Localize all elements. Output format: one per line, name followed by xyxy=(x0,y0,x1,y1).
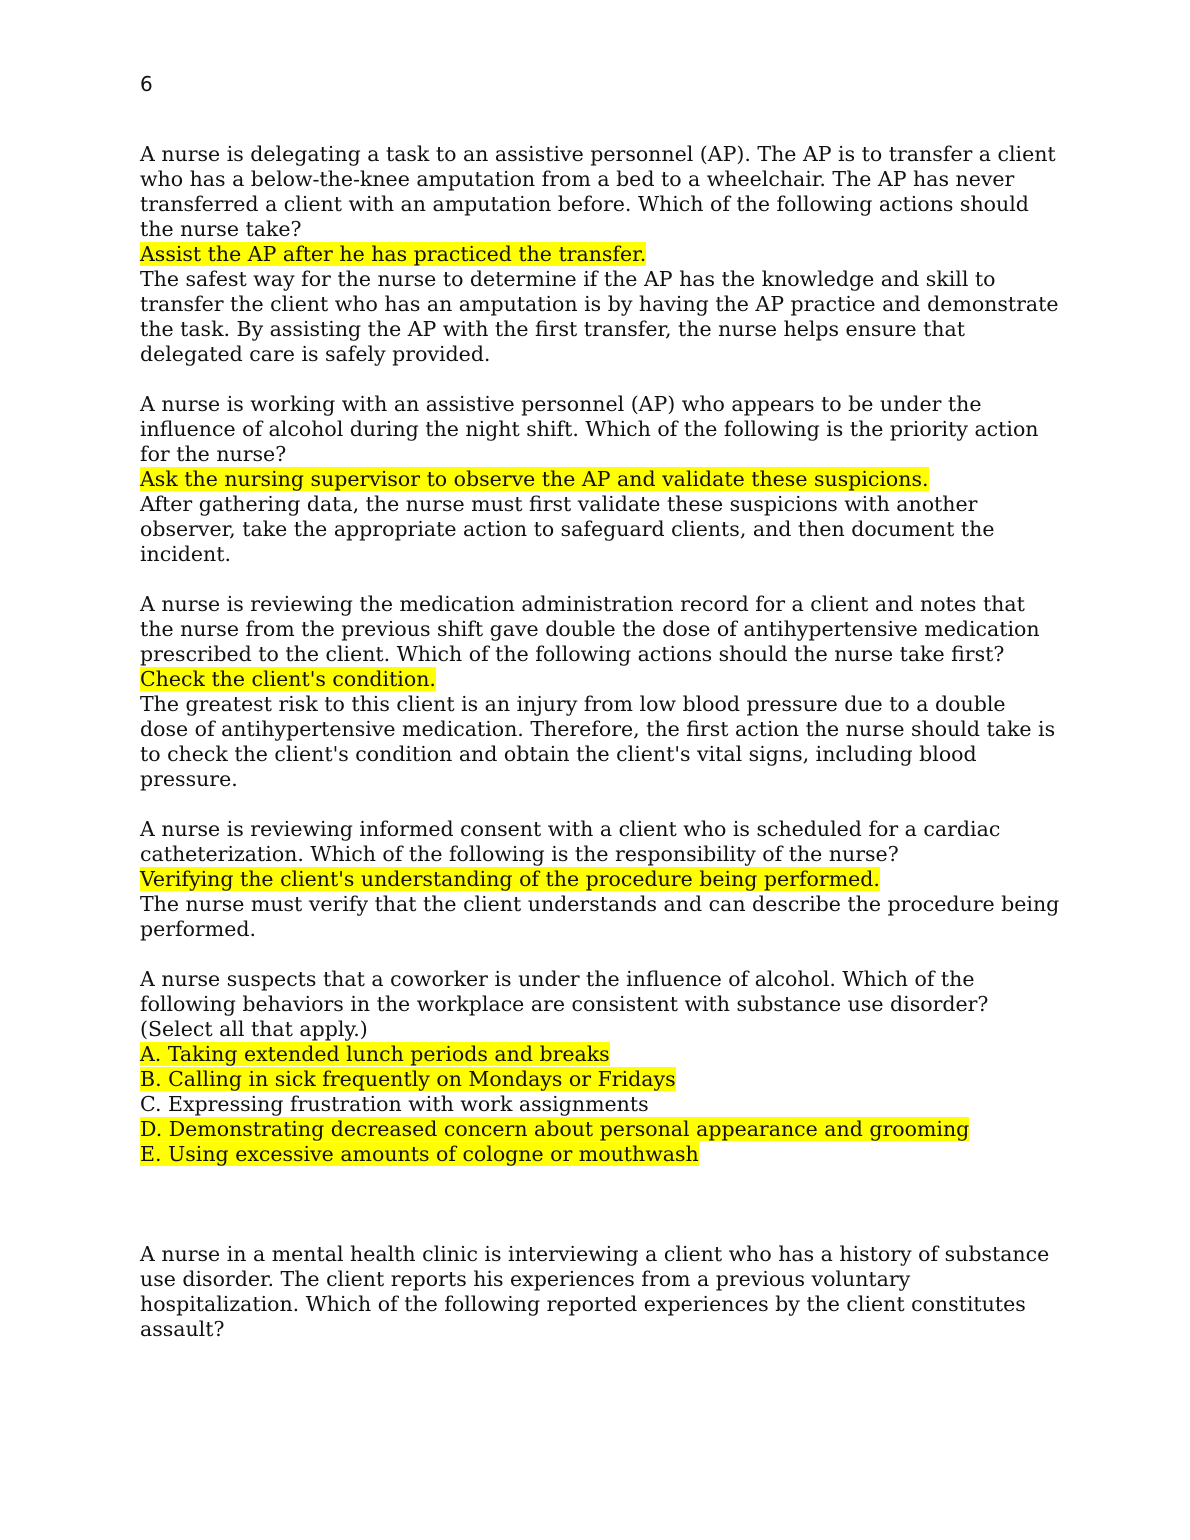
option-a: A. Taking extended lunch periods and breaks xyxy=(140,1042,610,1066)
option-item xyxy=(140,1092,1060,1117)
option-list xyxy=(140,1042,1060,1167)
highlighted-answer: Verifying the client's understanding of the procedure being performed. xyxy=(140,867,880,891)
option-item xyxy=(140,1042,1060,1067)
option-item xyxy=(140,1067,1060,1092)
answer-text xyxy=(140,467,1060,492)
answer-text xyxy=(140,667,1060,692)
rationale-text: The safest way for the nurse to determine if the AP has the knowledge and skill to transfer the client who has an amputation is by having the AP practice and demonstrate the task. By assisting the AP with the first transfer, the nurse helps ensure that delegated care is safely provided. xyxy=(140,267,1059,366)
question-text: A nurse is delegating a task to an assistive personnel (AP). The AP is to transfer a client who has a below-the-knee amputation from a bed to a wheelchair. The AP has never transferred a client with an amputation before. Which of the following actions should the nurse take? xyxy=(140,142,1056,241)
answer-text xyxy=(140,867,1060,892)
question-text: A nurse suspects that a coworker is under the influence of alcohol. Which of the following behaviors in the workplace are consistent with substance use disorder? (Select all that apply.) xyxy=(140,967,989,1041)
question-block-2 xyxy=(140,392,1060,567)
answer-text xyxy=(140,242,1060,267)
rationale-text: After gathering data, the nurse must first validate these suspicions with another observer, take the appropriate action to safeguard clients, and then document the incident. xyxy=(140,492,995,566)
question-text: A nurse is reviewing the medication administration record for a client and notes that the nurse from the previous shift gave double the dose of antihypertensive medication prescribed to the client. Which of the following actions should the nurse take first? xyxy=(140,592,1040,666)
document-page xyxy=(140,72,1060,1342)
question-block-5 xyxy=(140,967,1060,1167)
rationale-text: The nurse must verify that the client understands and can describe the procedure being performed. xyxy=(140,892,1060,941)
question-block-3 xyxy=(140,592,1060,792)
option-item xyxy=(140,1117,1060,1142)
question-block-1 xyxy=(140,142,1060,367)
question-text: A nurse in a mental health clinic is interviewing a client who has a history of substance use disorder. The client reports his experiences from a previous voluntary hospitalization. Which of the following reported experiences by the client constitutes assault? xyxy=(140,1242,1050,1341)
highlighted-answer: Ask the nursing supervisor to observe the AP and validate these suspicions. xyxy=(140,467,929,491)
rationale-text: The greatest risk to this client is an injury from low blood pressure due to a double dose of antihypertensive medication. Therefore, the first action the nurse should take is to check the client's condition and obtain the client's vital signs, including blood pressure. xyxy=(140,692,1056,791)
page-number: 6 xyxy=(140,72,153,96)
question-text: A nurse is working with an assistive personnel (AP) who appears to be under the influence of alcohol during the night shift. Which of the following is the priority action for the nurse? xyxy=(140,392,1039,466)
option-c: C. Expressing frustration with work assignments xyxy=(140,1092,649,1116)
option-d: D. Demonstrating decreased concern about personal appearance and grooming xyxy=(140,1117,970,1141)
option-e: E. Using excessive amounts of cologne or mouthwash xyxy=(140,1142,699,1166)
highlighted-answer: Assist the AP after he has practiced the transfer. xyxy=(140,242,647,266)
question-block-6 xyxy=(140,1242,1060,1342)
highlighted-answer: Check the client's condition. xyxy=(140,667,436,691)
option-b: B. Calling in sick frequently on Mondays or Fridays xyxy=(140,1067,676,1091)
question-text: A nurse is reviewing informed consent with a client who is scheduled for a cardiac catheterization. Which of the following is the responsibility of the nurse? xyxy=(140,817,1001,866)
question-block-4 xyxy=(140,817,1060,942)
option-item xyxy=(140,1142,1060,1167)
